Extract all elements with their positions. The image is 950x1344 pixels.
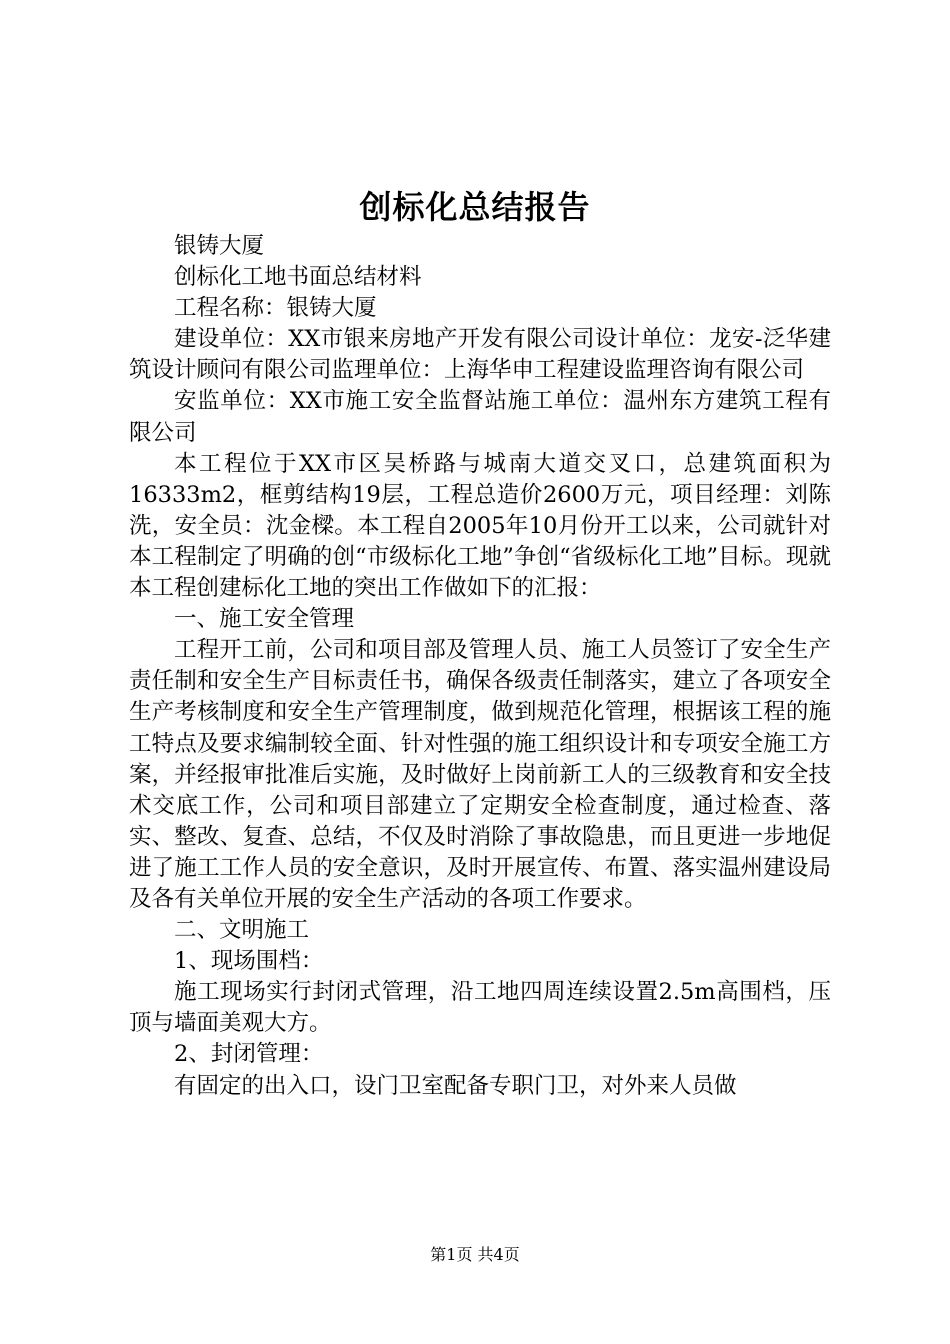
paragraph-construction-units: 建设单位：XX市银来房地产开发有限公司设计单位：龙安-泛华建筑设计顾问有限公司监理单位：上海华申工程建设监理咨询有限公司 [129,326,831,384]
paragraph-project-name: 工程名称：银铸大厦 [174,295,377,322]
paragraph-site-enclosure: 施工现场实行封闭式管理，沿工地四周连续设置2.5m高围档，压顶与墙面美观大方。 [129,979,831,1037]
paragraph-project-short-name: 银铸大厦 [174,233,265,259]
paragraph-project-overview: 本工程位于XX市区吴桥路与城南大道交叉口，总建筑面积为16333m2，框剪结构19层，工程总造价2600万元，项目经理：刘陈洗，安全员：沈金樑。本工程自2005年10月份开工以来，公司就针对本工程制定了明确的创“市级标化工地”争创“省级标化工地”目标。现就本工程创建标化工地的突出工作做如下的汇报： [129,450,831,602]
paragraph-safety-management: 工程开工前，公司和项目部及管理人员、施工人员签订了安全生产责任制和安全生产目标责任书，确保各级责任制落实，建立了各项安全生产考核制度和安全生产管理制度，做到规范化管理，根据该工程的施工特点及要求编制较全面、针对性强的施工组织设计和专项安全施工方案，并经报审批准后实施，及时做好上岗前新工人的三级教育和安全技术交底工作，公司和项目部建立了定期安全检查制度，通过检查、落实、整改、复查、总结，不仅及时消除了事故隐患，而且更进一步地促进了施工工作人员的安全意识，及时开展宣传、布置、落实温州建设局及各有关单位开展的安全生产活动的各项工作要求。 [129,637,831,912]
paragraph-closed-management: 有固定的出入口，设门卫室配备专职门卫，对外来人员做 [174,1072,737,1099]
section-heading-safety: 一、施工安全管理 [174,606,355,633]
section-heading-civilized-construction: 二、文明施工 [174,917,310,944]
subheading-closed-management: 2、封闭管理： [174,1041,324,1068]
paragraph-material-title: 创标化工地书面总结材料 [174,264,422,291]
document-title: 创标化总结报告 [359,188,591,226]
subheading-site-enclosure: 1、现场围档： [174,948,324,975]
document-body [129,231,831,1102]
page-number-footer: 第1页 共4页 [430,1245,520,1264]
paragraph-supervision-units: 安监单位：XX市施工安全监督站施工单位：温州东方建筑工程有限公司 [129,388,831,446]
